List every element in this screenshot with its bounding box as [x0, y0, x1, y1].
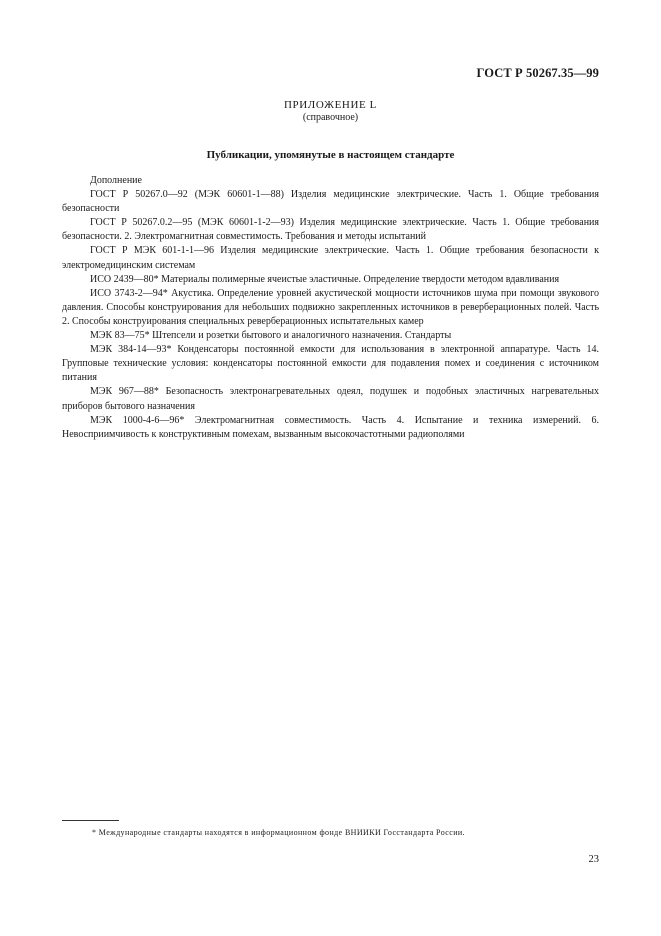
reference-item: МЭК 1000-4-6—96* Электромагнитная совместимость. Часть 4. Испытание и техника измерений. 6. Невосприимчивость к конструктивным помехам, вызванным высокочастотными радиополями [62, 414, 599, 440]
references-list [62, 174, 599, 442]
reference-item: ГОСТ Р 50267.0.2—95 (МЭК 60601-1-2—93) Изделия медицинские электрические. Часть 1. Общие требования безопасности. 2. Электромагнитная совместимость. Требования и методы испытаний [62, 217, 599, 243]
standard-code: ГОСТ Р 50267.35—99 [476, 66, 599, 80]
reference-item: ИСО 2439—80* Материалы полимерные ячеистые эластичные. Определение твердости методом вдавливания [90, 273, 560, 285]
section-heading: Публикации, упомянутые в настоящем стандарте [206, 149, 455, 161]
appendix-subtitle: (справочное) [302, 112, 359, 123]
appendix-title: ПРИЛОЖЕНИЕ L [284, 99, 377, 111]
reference-item: МЭК 967—88* Безопасность электронагревательных одеял, подушек и подобных эластичных нагревательных приборов бытового назначения [62, 386, 599, 412]
reference-item: ГОСТ Р 50267.0—92 (МЭК 60601-1—88) Изделия медицинские электрические. Часть 1. Общие требования безопасности [62, 189, 599, 215]
reference-item: МЭК 384-14—93* Конденсаторы постоянной емкости для использования в электронной аппаратуре. Часть 14. Групповые технические условия: конденсаторы постоянной емкости для подавления помех и соединения с источником питания [62, 344, 599, 384]
reference-item: ИСО 3743-2—94* Акустика. Определение уровней акустической мощности источников шума при помощи звукового давления. Способы конструирования для небольших подвижно закрепленных источников в реверберационных полей. Часть 2. Способы конструирования специальных реверберационных испытательных камер [62, 287, 599, 327]
page-number: 23 [588, 854, 599, 865]
footnote-divider [62, 820, 119, 821]
paragraph-intro: Дополнение [90, 175, 142, 186]
footnote: * Международные стандарты находятся в информационном фонде ВНИИКИ Госстандарта России. [92, 828, 465, 837]
reference-item: МЭК 83—75* Штепсели и розетки бытового и аналогичного назначения. Стандарты [90, 330, 452, 342]
reference-item: ГОСТ Р МЭК 601-1-1—96 Изделия медицинские электрические. Часть 1. Общие требования безопасности к электромедицинским системам [62, 245, 599, 271]
